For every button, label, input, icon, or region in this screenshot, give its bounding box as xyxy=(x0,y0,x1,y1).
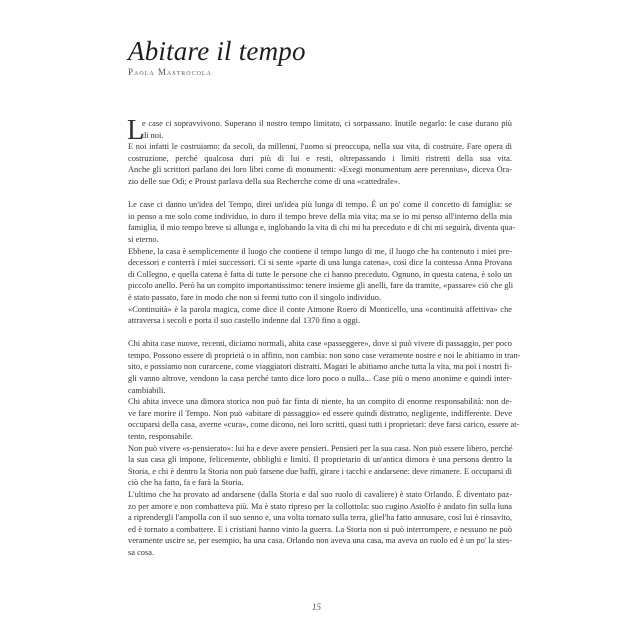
article-title: Abitare il tempo xyxy=(128,36,306,66)
text-line: «Continuità» è la parola magica, come dice il conte Aimone Roero di Monticello, una «continuità affettiva» che xyxy=(128,304,512,314)
text-line: costruzione, perché qualcosa duri più di lui e resti, oltrepassando i limiti ristretti della sua vita. xyxy=(128,153,512,163)
text-line: occuparsi della casa, averne «cura», come dicono, nei loro scritti, quasi tutti i proprietari: deve farsi carico, essere at- xyxy=(128,420,520,430)
text-line: ed è tornato a combattere. E i cristiani hanno vinto la guerra. La Storia non si può interrompere, e nessuno ne può xyxy=(128,524,512,534)
text-line: la sua casa gli impone, felicemente, obblighi e limiti. Il proprietario di un'antica dimora è una persona dentro la xyxy=(128,455,512,465)
text-line: zo per amore e non combatteva più. Ma è stato ripreso per la collottola: suo cugino Astolfo è andato fin sulla luna xyxy=(128,501,512,511)
text-line: Chi abita invece una dimora storica non può far finta di niente, ha un compito di enorme responsabilità: non de- xyxy=(128,397,512,407)
text-line: attraversa i secoli e porta il suo castello indenne dal 1370 fino a oggi. xyxy=(128,316,361,326)
text-line: e case ci sopravvivono. Superano il nostro tempo limitato, ci sorpassano. Inutile negarlo: le case durano più xyxy=(142,119,512,128)
text-line: si eterno. xyxy=(128,234,159,244)
text-line: E noi infatti le costruiamo: da secoli, da millenni, l'uomo si preoccupa, nella sua vita, di costruire. Fare opera di xyxy=(128,142,512,152)
text-line: Le case ci danno un'idea del Tempo, direi un'idea più lunga di tempo. È un po' come il concetto di famiglia: se xyxy=(128,200,512,210)
page-number: 15 xyxy=(312,602,321,612)
text-line: io penso a me solo come individuo, io duro il tempo breve della mia vita; ma se io mi penso all'interno della mia xyxy=(128,211,512,221)
text-line: zio delle sue Odi; e Proust parlava della sua Recherche come di una «cattedrale». xyxy=(128,176,401,186)
text-line: famiglia, il mio tempo breve si allunga e, inglobando la vita di chi mi ha preceduto e di chi mi seguirà, diventa qua- xyxy=(128,223,516,233)
text-line: decessori e conterrà i miei successori. Ci si sente «parte di una lunga catena», così dice la contessa Anna Provana xyxy=(128,258,512,268)
text-line: veramente uscire se, per esempio, ha una casa. Orlando non aveva una casa, ma aveva un ruolo ed è un po' la stes- xyxy=(128,536,512,546)
paragraph-gap xyxy=(128,188,512,200)
text-line: a riprendergli l'ampolla con il suo senno e, una volta tornato sulla terra, gliel'ha fatto annusare, così lui è rinsavito, xyxy=(128,513,512,523)
text-line: di Collegno, e quella catena è fatta di tutte le persone che ci hanno preceduto. Ognuno, in questa catena, è solo un xyxy=(128,269,512,279)
text-line: tento, responsabile. xyxy=(128,432,193,442)
text-line: Non può vivere «s-pensierato»: lui ha e deve avere pensieri. Pensieri per la sua casa. Non può essere libero, perché xyxy=(128,443,513,453)
text-line: ciò che ha fatto, fa e farà la Storia. xyxy=(128,478,244,488)
drop-cap: L xyxy=(127,115,145,146)
article-body xyxy=(127,115,521,559)
text-line: sa cosa. xyxy=(128,547,155,557)
text-line: Anche gli scrittori parlano dei loro libri come di monumenti: «Exegi monumentum aere perennius», diceva Ora- xyxy=(128,165,512,175)
article-text xyxy=(127,115,521,559)
text-line: sito, e possiamo non curarcene, come viaggiatori distratti. Magari le abitiamo anche tutta la vita, ma poi i nostri fi- xyxy=(128,362,512,372)
text-line: gli vanno altrove, vendono la casa perché tanto dice loro poco o nulla... Case più o meno anonime e quindi inter- xyxy=(128,374,512,384)
text-line: Ebbene, la casa è semplicemente il luogo che contiene il tempo lungo di me, il luogo che ha contenuto i miei pre- xyxy=(128,246,512,256)
text-line: Storia, e chi è dentro la Storia non può farsene due baffi, girare i tacchi e andarsene: deve rimanere. E occuparsi di xyxy=(128,466,512,476)
text-line: cambiabili. xyxy=(128,385,166,395)
text-line: è stato passato, fare in modo che non si fermi tutto con il singolo individuo. xyxy=(128,292,382,302)
text-line: L'ultimo che ha provato ad andarsene (dalla Storia e dal suo ruolo di cavaliere) è stato Orlando. È diventato paz- xyxy=(128,490,512,499)
text-line: di noi. xyxy=(142,130,164,140)
text-line: Chi abita case nuove, recenti, diciamo normali, abita case «passeggere», dove si può vivere di passaggio, per poco xyxy=(128,339,512,349)
text-line: tempo. Possono essere di proprietà o in affitto, non cambia: non sono case veramente nostre e noi le abitiamo in tran- xyxy=(128,350,521,360)
text-line: ve fare morire il Tempo. Non può «abitare di passaggio» ed essere quindi distratto, negligente, indifferente. Deve xyxy=(128,408,512,418)
paragraph-gap xyxy=(128,327,512,339)
text-line: piccolo anello. Però ha un compito importantissimo: tenere insieme gli anelli, fare da tramite, «passare» ciò che gli xyxy=(128,281,514,291)
article-author: Paola Mastrocola xyxy=(128,67,212,77)
